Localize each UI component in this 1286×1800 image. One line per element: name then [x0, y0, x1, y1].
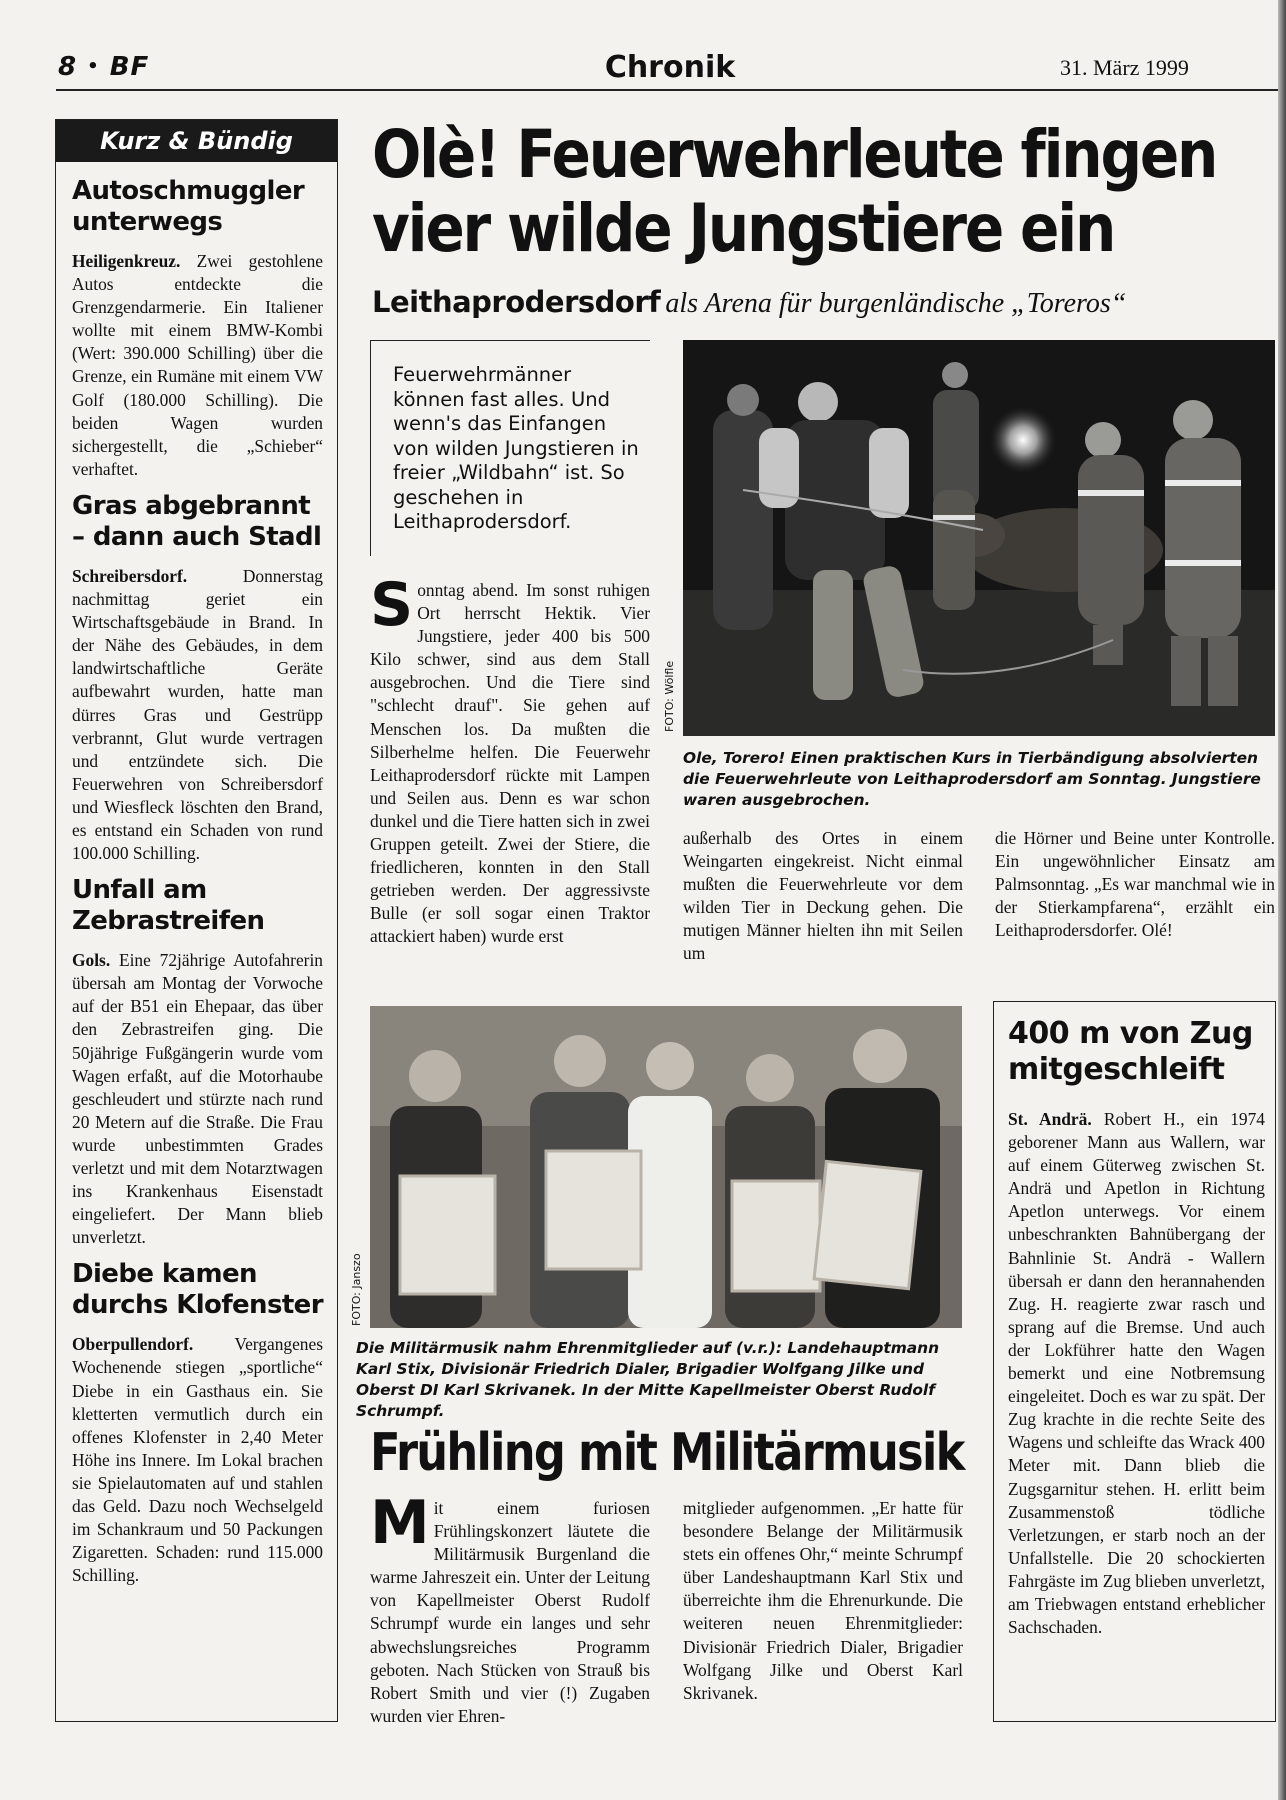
sidebar-headline: Diebe kamen durchs Klofenster — [72, 1259, 323, 1321]
firefighters-photo-art — [683, 340, 1275, 736]
photo-credit: FOTO: Janszo — [350, 1253, 363, 1326]
main-headline-line1: Olè! Feuerwehrleute fingen — [372, 116, 1217, 193]
teaser-text: Feuerwehrmänner können fast alles. Und wenn's das Einfangen von wilden Jungstieren in freier „Wildbahn“ ist. So geschehen in Leithaprodersdorf. — [393, 363, 639, 533]
military-photo-art — [370, 1006, 962, 1328]
train-headline: 400 m von Zug mitgeschleift — [1008, 1016, 1253, 1087]
section-title: Chronik — [604, 50, 736, 85]
article-text: die Hörner und Beine unter Kontrolle. Ein ungewöhnlicher Einsatz am Palmsonntag. „Es war manchmal wie in der Stierkampfarena“, erzählt ein Leithaprodersdorfer. Olé! — [995, 828, 1275, 941]
teaser-box — [370, 340, 650, 556]
military-headline: Frühling mit Militärmusik — [370, 1423, 964, 1483]
page-number-value: 8 — [58, 52, 78, 82]
sidebar-content — [56, 162, 337, 1587]
sidebar-headline: Autoschmuggler unterwegs — [72, 176, 305, 237]
sidebar-text — [72, 250, 323, 481]
sidebar-headline: Unfall am Zebrastreifen — [72, 875, 265, 937]
article-text: mitglieder aufgenommen. „Er hatte für besondere Belange der Militärmusik stets ein offenes Ohr,“ meinte Schrumpf über Landeshauptmann Karl Stix und überreichte ihm die Ehrenurkunde. Die weiteren neuen Ehrenmitglieder: Divisionär Friedrich Dialer, Brigadier Wolfgang Jilke und Oberst Karl Skrivanek. — [683, 1498, 963, 1703]
sidebar-kurz-buendig — [55, 119, 338, 1722]
photo-caption: Ole, Torero! Einen praktischen Kurs in Tierbändigung absolvierten die Feuerwehrleute von Leithaprodersdorf am Sonntag. Jungstiere waren ausgebrochen. — [683, 749, 1261, 809]
article-col-2 — [683, 827, 963, 967]
sidebar-item — [72, 875, 323, 1249]
train-text — [1008, 1108, 1265, 1639]
sidebar-text — [72, 949, 323, 1249]
header-rule — [56, 89, 1280, 91]
sidebar-body: Eine 72jährige Autofahrerin übersah am Montag der Vorwoche auf der B51 ein Ehepaar, das über den Zebrastreifen ging. Die 50jährige Fußgängerin wurde vom Wagen erfaßt, auf die Motorhaube geschleudert und stürzte nach rund 20 Metern auf die Straße. Die Frau wurde unbestimmten Grades verletzt und mit dem Notarztwagen ins Krankenhaus Eisenstadt eingeliefert. Der Mann blieb unverletzt. — [72, 950, 323, 1248]
article-text: außerhalb des Ortes in einem Weingarten eingekreist. Nicht einmal mußten die Feuerwehrleute vor dem wilden Tier in Deckung gehen. Die mutigen Männer hielten ihn mit Seilen um — [683, 828, 963, 964]
main-subhead — [372, 285, 1282, 320]
page-header — [0, 0, 1286, 96]
article-col-3 — [995, 827, 1275, 967]
military-col-1 — [370, 1497, 650, 1727]
train-article-box — [993, 1001, 1276, 1722]
subhead-text: als Arena für burgenländische „Toreros“ — [665, 288, 1127, 319]
main-headline-line2: vier wilde Jungstiere ein — [372, 190, 1115, 267]
sidebar-body: Zwei gestohlene Autos entdeckte die Grenzgendarmerie. Ein Italiener wollte mit einem BMW-Kombi (Wert: 390.000 Schilling) über die Grenze, ein Rumäne mit einem VW Golf (180.000 Schilling). Die beiden Wagen wurden sichergestellt, die „Schieber“ verhaftet. — [72, 251, 323, 479]
drop-cap: S — [370, 579, 414, 640]
sidebar-item — [72, 491, 323, 865]
sidebar-text — [72, 565, 323, 865]
military-photo — [370, 1006, 962, 1328]
firefighters-photo — [683, 340, 1275, 736]
sidebar-body: Donnerstag nachmittag geriet ein Wirtschaftsgebäude in Brand. In der Nähe des Gebäudes, in dem landwirtschaftliche Geräte aufbewahrt wurden, hatte man dürres Gras und Gestrüpp verbrannt, Glut wurde vertragen und entzündete sich. Die Feuerwehren von Schreibersdorf und Wiesfleck löschten den Brand, es entstand ein Schaden von rund 100.000 Schilling. — [72, 565, 323, 864]
dateline: St. Andrä. — [1008, 1109, 1092, 1129]
dateline: Heiligenkreuz. — [72, 251, 181, 271]
sidebar-text — [72, 1333, 323, 1587]
drop-cap: M — [370, 1497, 430, 1558]
article-text: it einem furiosen Frühlingskonzert läutete die Militärmusik Burgenland die warme Jahreszeit ein. Unter der Leitung von Kapellmeister Oberst Rudolf Schrumpf wurde ein langes und sehr abwechslungsreiches Programm geboten. Nach Stücken von Strauß bis Robert Smith und vier (!) Zugaben wurden vier Ehren- — [370, 1498, 650, 1726]
sidebar-body: Vergangenes Wochenende stiegen „sportliche“ Diebe in ein Gasthaus ein. Sie kletterten vermutlich durch ein offenes Klofenster in 2,40 Meter Höhe ins Innere. Im Lokal brachen sie Spielautomaten auf und stahlen das Geld. Dazu noch Wechselgeld im Schankraum und 50 Packungen Zigaretten. Schaden: rund 115.000 Schilling. — [72, 1334, 323, 1586]
sidebar-item — [72, 1259, 323, 1587]
article-text: onntag abend. Im sonst ruhigen Ort herrscht Hektik. Vier Jungstiere, jeder 400 bis 500 Kilo schwer, sind aus dem Stall ausgebrochen. Und die Tiere sind "schlecht drauf". Sie gehen auf Menschen los. Da mußten die Silberhelme helfen. Die Feuerwehr Leithaprodersdorf rückte mit Lampen und Seilen aus. Denn es war schon dunkel und die Tiere hatten sich in zwei Gruppen geteilt. Zwei der Stiere, die friedlicheren, konnten in den Stall getrieben werden. Der aggressivste Bulle (er soll sogar einen Traktor attackiert haben) wurde erst — [370, 580, 650, 947]
sidebar-title: Kurz & Bündig — [100, 127, 293, 155]
photo-caption: Die Militärmusik nahm Ehrenmitglieder auf (v.r.): Landehauptmann Karl Stix, Divisionär Friedrich Dialer, Brigadier Wolfgang Jilke und Oberst DI Karl Skrivanek. In der Mitte Kapellmeister Oberst Rudolf Schrumpf. — [356, 1339, 940, 1420]
dateline: Oberpullendorf. — [72, 1334, 194, 1355]
sidebar-title-bar — [56, 120, 337, 162]
dateline: Gols. — [72, 950, 111, 971]
sidebar-item — [72, 176, 323, 481]
main-headline — [372, 116, 1217, 267]
dateline: Schreibersdorf. — [72, 565, 188, 586]
page-edge — [1278, 0, 1286, 1800]
military-col-2 — [683, 1497, 963, 1727]
article-text: Robert H., ein 1974 geborener Mann aus Wallern, war auf einem Güterweg zwischen St. Andrä und Apetlon in Richtung Apetlon unterwegs. Vor einem unbeschrankten Bahnübergang der Bahnlinie St. Andrä - Wallern übersah er dann den herannahenden Zug. H. reagierte zwar rasch und sprang auf die Bremse. Und auch der Lokführer hatte den Wagen bemerkt und eine Notbremsung eingeleitet. Doch es war zu spät. Der Zug krachte in die rechte Seite des Wagens und schleifte das Wrack 400 Meter mit. Dann blieb die Zugsgarnitur stehen. H. erlitt beim Zusammenstoß tödliche Verletzungen, er starb noch an der Unfallstelle. Die 20 schockierten Fahrgäste im Zug blieben unverletzt, am Triebwagen entstand erheblicher Sachschaden. — [1008, 1109, 1265, 1638]
subhead-place: Leithaprodersdorf — [372, 285, 661, 319]
photo-credit: FOTO: Wölfle — [663, 660, 676, 732]
header-bullet: • — [87, 56, 100, 77]
page-number — [58, 52, 149, 82]
paper-name: BF — [109, 52, 150, 82]
sidebar-headline: Gras abgebrannt – dann auch Stadl — [72, 490, 322, 552]
article-col-1 — [370, 579, 650, 964]
issue-date: 31. März 1999 — [1060, 55, 1189, 80]
